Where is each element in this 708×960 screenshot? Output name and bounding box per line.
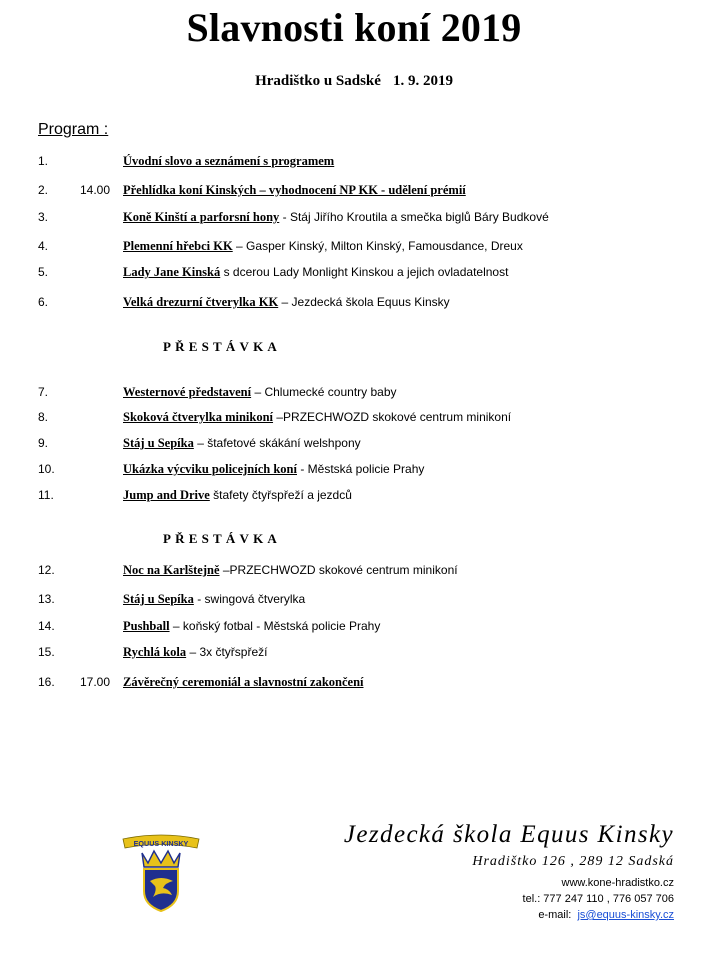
program-item-text bbox=[123, 434, 361, 452]
program-item-description: – Chlumecké country baby bbox=[251, 385, 397, 399]
program-item bbox=[0, 408, 708, 426]
program-item-text bbox=[123, 408, 511, 426]
program-item-description: - Stáj Jiřího Kroutila a smečka biglů Báry Budkové bbox=[279, 210, 549, 224]
page-title: Slavnosti koní 2019 bbox=[186, 5, 522, 50]
program-item bbox=[0, 561, 708, 579]
program-item bbox=[0, 208, 708, 226]
program-item-text bbox=[123, 590, 305, 608]
program-item-text bbox=[123, 181, 466, 199]
program-item bbox=[0, 383, 708, 401]
program-item bbox=[0, 590, 708, 608]
program-item-description: – štafetové skákání welshpony bbox=[193, 436, 361, 450]
program-item-number: 1. bbox=[38, 154, 49, 168]
program-item-description: –PRZECHWOZD skokové centrum minikoní bbox=[273, 410, 512, 424]
program-item-time: 14.00 bbox=[80, 183, 111, 197]
program-item-title: Rychlá kola bbox=[123, 645, 187, 659]
program-item-text bbox=[123, 561, 458, 579]
program-item-title: Skoková čtverylka minikoní bbox=[123, 410, 274, 424]
program-item-description: –PRZECHWOZD skokové centrum minikoní bbox=[219, 563, 458, 577]
program-item bbox=[0, 673, 708, 691]
program-item-text bbox=[123, 263, 508, 281]
program-item-number: 6. bbox=[38, 295, 49, 309]
program-item-description: - Městská policie Prahy bbox=[297, 462, 425, 476]
pause-label: PŘESTÁVKA bbox=[163, 531, 281, 546]
program-item-number: 13. bbox=[38, 592, 55, 606]
program-item-title: Westernové představení bbox=[123, 385, 252, 399]
program-item-title: Jump and Drive bbox=[123, 488, 210, 502]
footer-school-name: Jezdecká škola Equus Kinsky bbox=[343, 821, 674, 848]
program-item bbox=[0, 263, 708, 281]
program-item-number: 16. bbox=[38, 675, 55, 689]
program-item-text bbox=[123, 643, 267, 661]
program-item-title: Lady Jane Kinská bbox=[123, 265, 221, 279]
program-item-description: – koňský fotbal - Městská policie Prahy bbox=[169, 619, 381, 633]
program-item-number: 10. bbox=[38, 462, 55, 476]
program-item-number: 7. bbox=[38, 385, 49, 399]
program-item-title: Ukázka výcviku policejních koní bbox=[123, 462, 297, 476]
program-item-description: – Jezdecká škola Equus Kinsky bbox=[278, 295, 450, 309]
program-item-number: 2. bbox=[38, 183, 49, 197]
program-item-description: – Gasper Kinský, Milton Kinský, Famousdance, Dreux bbox=[232, 239, 523, 253]
program-item-text bbox=[123, 208, 549, 226]
program-item-title: Pushball bbox=[123, 619, 170, 633]
program-item bbox=[0, 617, 708, 635]
equus-kinsky-logo bbox=[117, 833, 205, 913]
program-item-title: Noc na Karlštejně bbox=[123, 563, 220, 577]
program-item-number: 15. bbox=[38, 645, 55, 659]
pause-label: PŘESTÁVKA bbox=[163, 339, 281, 354]
program-item-text bbox=[123, 460, 424, 478]
program-item-text bbox=[123, 617, 380, 635]
footer-address: Hradištko 126 , 289 12 Sadská bbox=[472, 854, 674, 869]
svg-text:EQUUS KINSKY: EQUUS KINSKY bbox=[133, 839, 189, 848]
program-item-title: Přehlídka koní Kinských – vyhodnocení NP KK - udělení prémií bbox=[123, 183, 466, 197]
program-item bbox=[0, 434, 708, 452]
program-item-title: Závěrečný ceremoniál a slavnostní zakončení bbox=[123, 675, 364, 689]
program-item-text bbox=[123, 237, 523, 255]
program-item-number: 5. bbox=[38, 265, 49, 279]
footer-website[interactable]: www.kone-hradistko.cz bbox=[561, 877, 674, 889]
footer-phone: tel.: 777 247 110 , 776 057 706 bbox=[522, 893, 674, 905]
program-item bbox=[0, 237, 708, 255]
program-item-title: Stáj u Sepíka bbox=[123, 436, 194, 450]
program-item bbox=[0, 460, 708, 478]
program-item-number: 11. bbox=[38, 488, 54, 502]
program-item-number: 8. bbox=[38, 410, 49, 424]
program-item-number: 9. bbox=[38, 436, 49, 450]
program-item-text bbox=[123, 293, 450, 311]
program-item-description: - swingová čtverylka bbox=[193, 592, 306, 606]
footer-email-line bbox=[538, 909, 674, 921]
program-item-text bbox=[123, 673, 364, 691]
program-item bbox=[0, 152, 708, 170]
program-item-description: štafety čtyřspřeží a jezdců bbox=[209, 488, 352, 502]
program-item bbox=[0, 486, 708, 504]
program-item bbox=[0, 293, 708, 311]
event-date: 1. 9. 2019 bbox=[392, 73, 453, 89]
footer-email-link[interactable]: js@equus-kinsky.cz bbox=[577, 909, 674, 921]
program-item-description: s dcerou Lady Monlight Kinskou a jejich ovladatelnost bbox=[220, 265, 509, 279]
program-item-description: – 3x čtyřspřeží bbox=[186, 645, 268, 659]
program-heading: Program : bbox=[38, 121, 109, 138]
program-item-text bbox=[123, 486, 352, 504]
program-item-text bbox=[123, 383, 397, 401]
program-item bbox=[0, 181, 708, 199]
program-item-title: Koně Kinští a parforsní hony bbox=[123, 210, 280, 224]
program-item-title: Stáj u Sepíka bbox=[123, 592, 194, 606]
footer-email-label: e-mail: bbox=[538, 909, 572, 921]
program-item-title: Plemenní hřebci KK bbox=[123, 239, 233, 253]
program-item-number: 14. bbox=[38, 619, 55, 633]
program-item-title: Úvodní slovo a seznámení s programem bbox=[123, 154, 335, 168]
event-place: Hradištko u Sadské bbox=[255, 73, 381, 89]
program-item-number: 4. bbox=[38, 239, 49, 253]
event-subtitle bbox=[0, 73, 708, 90]
program-item-number: 3. bbox=[38, 210, 49, 224]
program-item-text bbox=[123, 152, 334, 170]
program-item-number: 12. bbox=[38, 563, 55, 577]
program-item bbox=[0, 643, 708, 661]
program-item-time: 17.00 bbox=[80, 675, 111, 689]
program-item-title: Velká drezurní čtverylka KK bbox=[123, 295, 279, 309]
